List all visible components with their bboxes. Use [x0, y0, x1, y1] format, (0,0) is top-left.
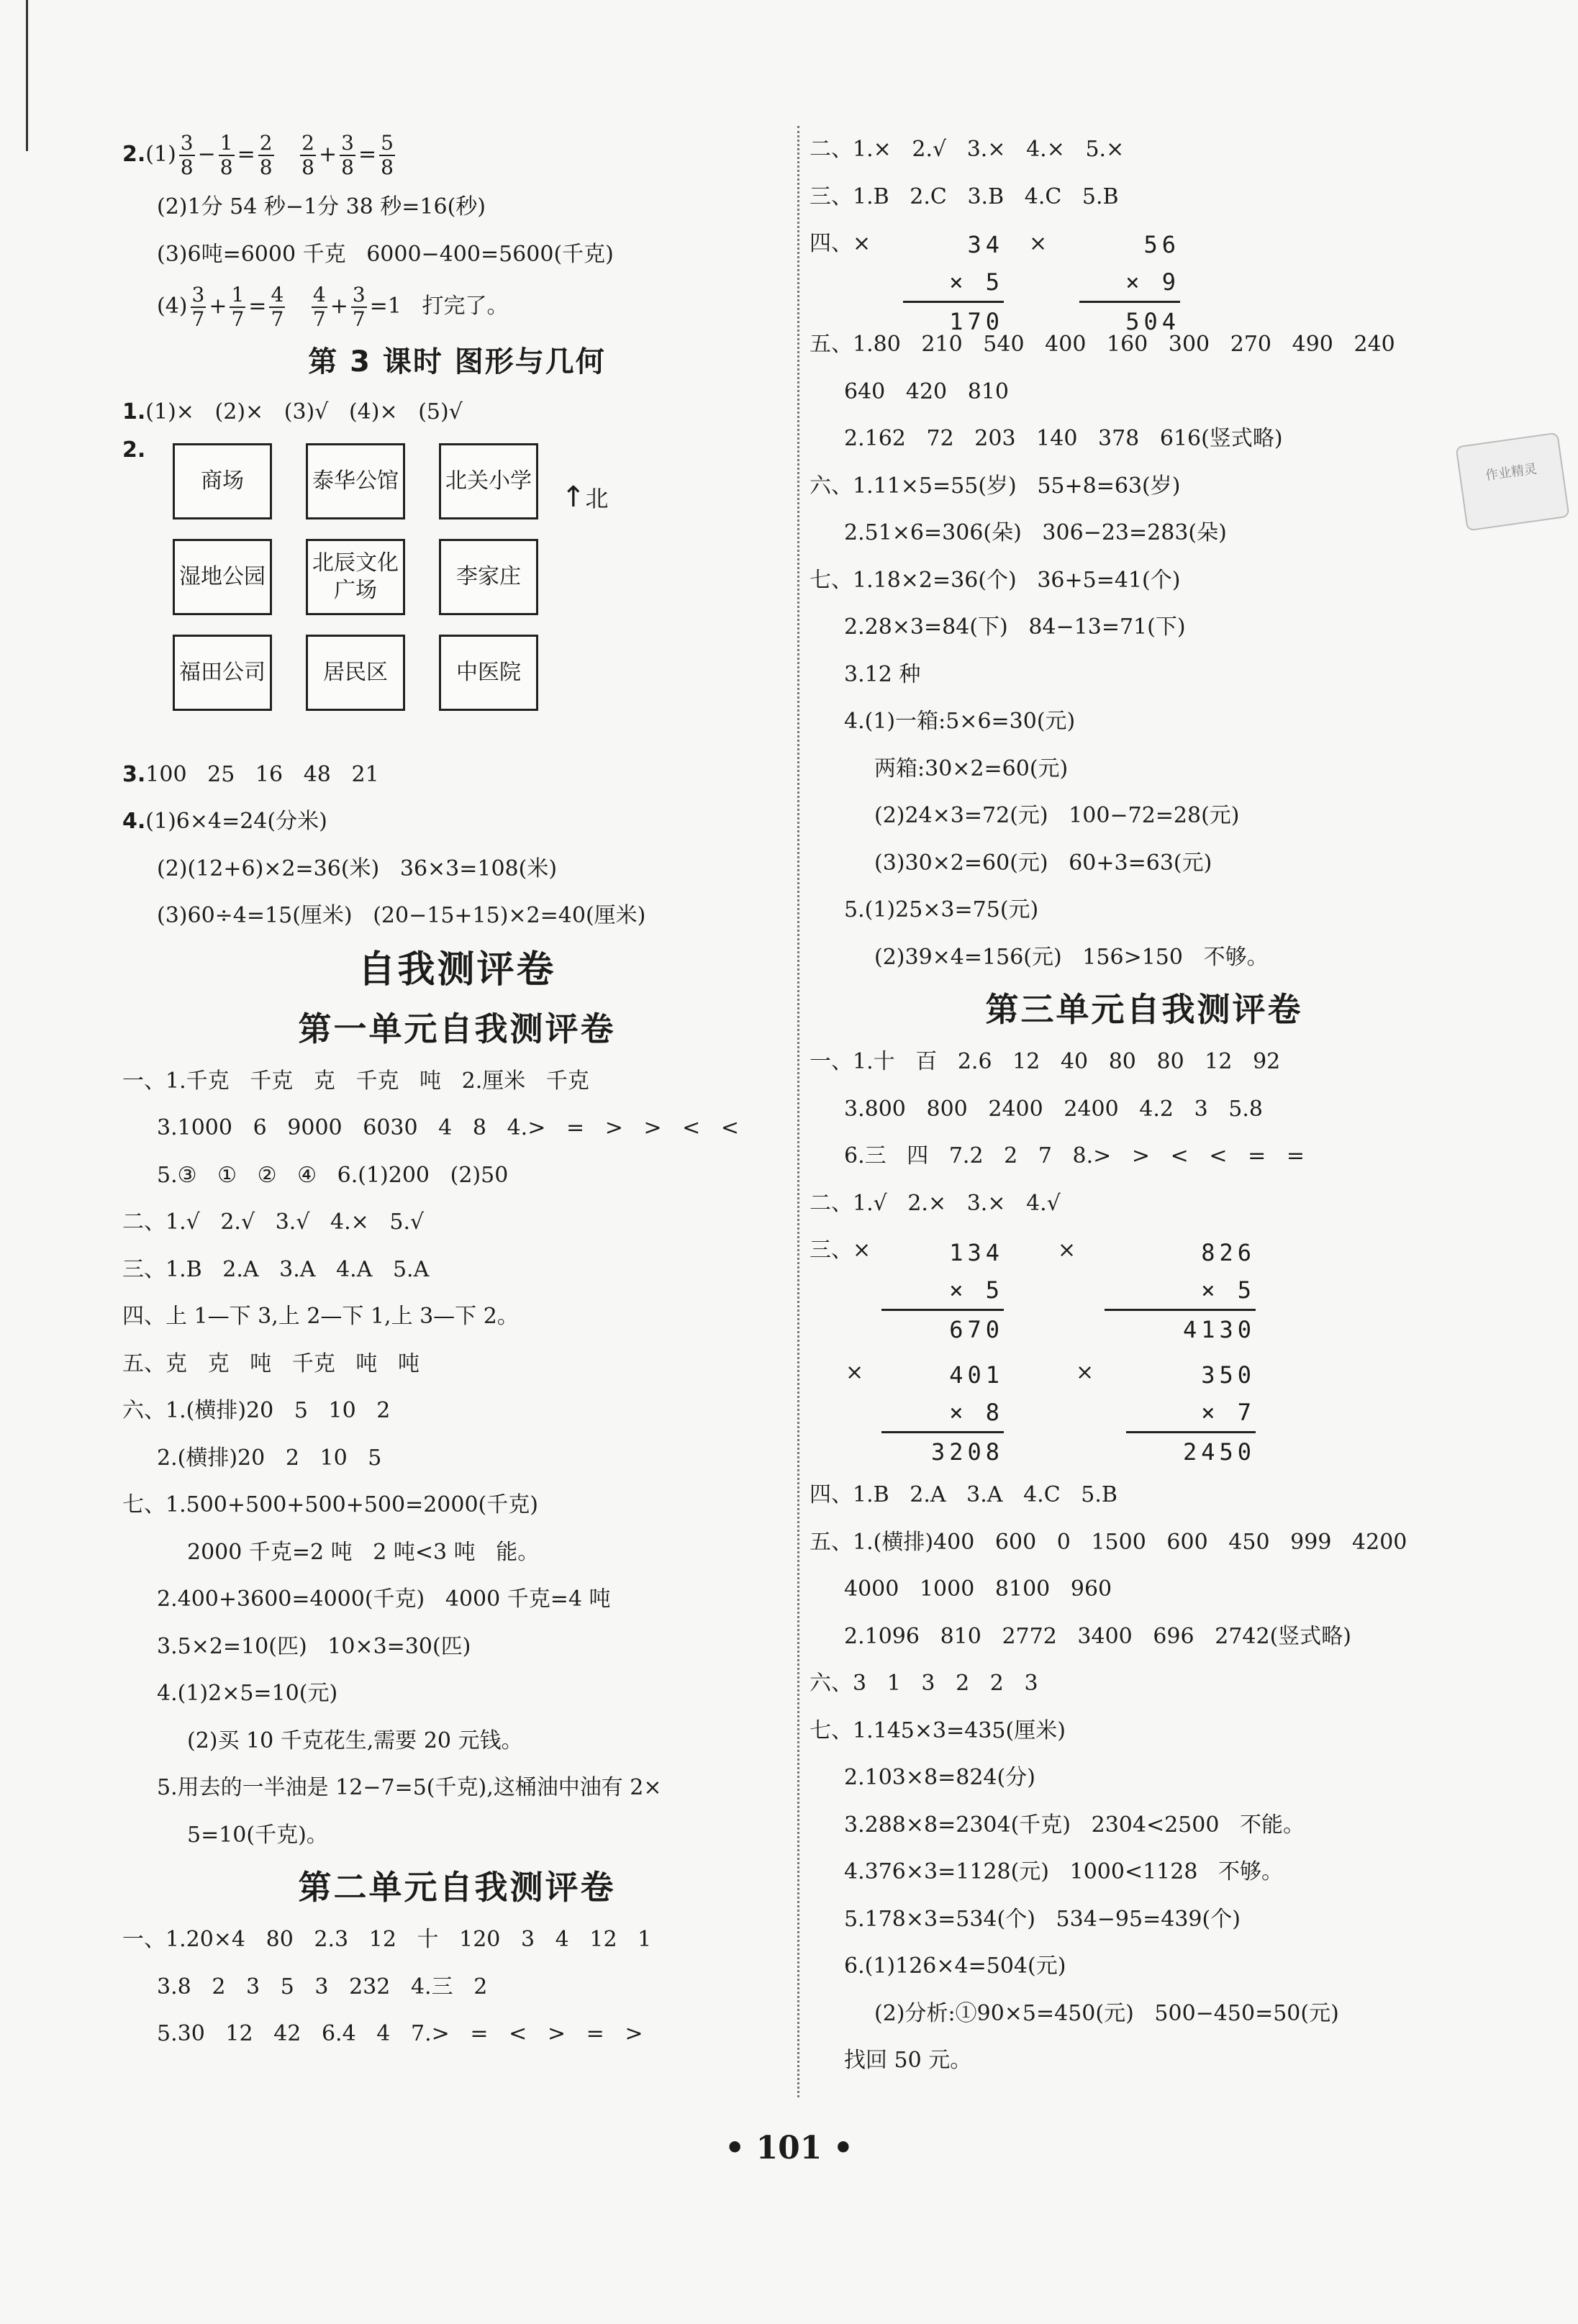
answer-line: (3)30×2=60(元) 60+3=63(元) [874, 850, 1212, 876]
direction-map [173, 465, 792, 767]
answer-line: (2)分析:①90×5=450(元) 500−450=50(元) [874, 2000, 1339, 2026]
answer-line: 3.800 800 2400 2400 4.2 3 5.8 [844, 1096, 1263, 1122]
answer-line: 一、1.千克 千克 克 千克 吨 2.厘米 千克 [122, 1068, 589, 1094]
map-cell: 商场 [173, 443, 272, 519]
answer-line: (2)24×3=72(元) 100−72=28(元) [874, 803, 1240, 828]
answer-line: 3.5×2=10(匹) 10×3=30(匹) [157, 1633, 471, 1659]
heading-unit-1: 第一单元自我测评卷 [298, 1009, 616, 1048]
answer-line: 4.(1)一箱:5×6=30(元) [844, 709, 1076, 734]
north-arrow-icon: ↑ [561, 480, 586, 514]
map-cell: 北关小学 [439, 443, 538, 519]
answer-line: 一、1.20×4 80 2.3 12 十 120 3 4 12 1 [122, 1927, 652, 1952]
line-2-2: (2)1分 54 秒−1分 38 秒=16(秒) [157, 194, 486, 219]
answer-line: 2.51×6=306(朵) 306−23=283(朵) [844, 520, 1227, 545]
answer-line: 3.12 种 [844, 661, 921, 687]
answer-line: 5.178×3=534(个) 534−95=439(个) [844, 1906, 1241, 1932]
vertical-multiplication: 134 × 5 670 [881, 1234, 1004, 1348]
answer-line: 二、1.× 2.√ 3.× 4.× 5.× [810, 137, 1125, 162]
watermark-badge: 作业精灵 [1455, 432, 1569, 532]
answer-line: (2)39×4=156(元) 156>150 不够。 [874, 944, 1269, 970]
fraction: $\frac{2}{8}$ [301, 131, 314, 179]
answer-line: 六、1.(横排)20 5 10 2 [122, 1398, 391, 1423]
answer-line: 三、1.B 2.A 3.A 4.A 5.A [122, 1256, 430, 1282]
heading-self-test: 自我测评卷 [358, 948, 556, 991]
right-column [810, 126, 1479, 2084]
vertical-multiplication: 826 × 5 4130 [1105, 1234, 1256, 1348]
edge-line [26, 0, 28, 151]
answer-line: 二、1.√ 2.√ 3.√ 4.× 5.√ [122, 1209, 425, 1235]
answer-line: 4.376×3=1128(元) 1000<1128 不够。 [844, 1859, 1284, 1884]
map-cell: 福田公司 [173, 635, 272, 711]
fraction: $\frac{5}{8}$ [381, 131, 394, 179]
answer-line: 2000 千克=2 吨 2 吨<3 吨 能。 [187, 1539, 540, 1565]
answer-line: 6.三 四 7.2 2 7 8.> > < < = = [844, 1143, 1305, 1168]
answer-line: 六、3 1 3 2 2 3 [810, 1671, 1038, 1696]
answer-line: 三、1.B 2.C 3.B 4.C 5.B [810, 183, 1119, 209]
answer-line: 5=10(千克)。 [187, 1822, 328, 1848]
answer-line: 五、1.80 210 540 400 160 300 270 490 240 [810, 332, 1395, 357]
vertical-calc-group: 三、× 134 × 5 670 × 826 × 5 4130 [810, 1227, 1479, 1349]
map-cell: 湿地公园 [173, 539, 272, 615]
map-cell: 中医院 [439, 635, 538, 711]
answer-line: 2.103×8=824(分) [844, 1765, 1035, 1790]
answer-line: 3.8 2 3 5 3 232 4.三 2 [157, 1974, 488, 2000]
heading-geometry: 第 3 课时 图形与几何 [308, 345, 606, 378]
answer-line: 两箱:30×2=60(元) [874, 755, 1069, 781]
fraction: $\frac{3}{7}$ [191, 283, 205, 331]
answer-line: (2)买 10 千克花生,需要 20 元钱。 [187, 1728, 523, 1753]
answer-line: 5.③ ① ② ④ 6.(1)200 (2)50 [157, 1162, 509, 1188]
fraction: $\frac{1}{7}$ [231, 283, 245, 331]
answer-line: 找回 50 元。 [844, 2048, 972, 2073]
answer-line: 4.(1)2×5=10(元) [157, 1681, 338, 1706]
fraction: $\frac{4}{7}$ [312, 283, 326, 331]
answer-line: 3.288×8=2304(千克) 2304<2500 不能。 [844, 1812, 1305, 1838]
page-number: • 101 • [725, 2130, 853, 2166]
heading-unit-2: 第二单元自我测评卷 [298, 1868, 616, 1907]
fraction: $\frac{2}{8}$ [259, 131, 273, 179]
fraction: $\frac{3}{8}$ [180, 131, 194, 179]
line-2-1: 2.(1) $\frac{3}{8}$ − $\frac{1}{8}$ = $\frac{2}{8}$ $\frac{2}{8}$ + $\frac{3}{8}$ = $\frac{5}{8}$ [122, 131, 394, 179]
answer-line: 2.1096 810 2772 3400 696 2742(竖式略) [844, 1623, 1351, 1649]
answer-line: 5.30 12 42 6.4 4 7.> = < > = > [157, 2021, 643, 2046]
vertical-multiplication: 56 × 9 504 [1079, 226, 1180, 340]
vertical-calc-group: × 401 × 8 3208 × 350 × 7 2450 [810, 1349, 1479, 1471]
answer-line: 5.(1)25×3=75(元) [844, 897, 1039, 922]
geo-q4-2: (2)(12+6)×2=36(米) 36×3=108(米) [157, 855, 558, 881]
answer-line: 六、1.11×5=55(岁) 55+8=63(岁) [810, 473, 1181, 499]
answer-line: 3.1000 6 9000 6030 4 8 4.> = > > < < [157, 1115, 740, 1140]
north-indicator: ↑北 [561, 480, 609, 514]
line-2-4: (4) $\frac{3}{7}$ + $\frac{1}{7}$ = $\frac{4}{7}$ $\frac{4}{7}$ + $\frac{3}{7}$ =1 打完了。 [157, 283, 509, 331]
answer-line: 七、1.500+500+500+500=2000(千克) [122, 1492, 538, 1517]
answer-line: 一、1.十 百 2.6 12 40 80 80 12 92 [810, 1049, 1281, 1074]
fraction: $\frac{3}{8}$ [341, 131, 354, 179]
answer-line: 5.用去的一半油是 12−7=5(千克),这桶油中油有 2× [157, 1775, 662, 1800]
vertical-multiplication: 350 × 7 2450 [1126, 1356, 1256, 1471]
map-cell: 居民区 [306, 635, 405, 711]
answer-line: 2.400+3600=4000(千克) 4000 千克=4 吨 [157, 1587, 611, 1612]
answer-line: 四、1.B 2.A 3.A 4.C 5.B [810, 1482, 1117, 1507]
answer-line: 4000 1000 8100 960 [844, 1576, 1112, 1602]
geo-q1: 1.(1)× (2)× (3)√ (4)× (5)√ [122, 399, 463, 425]
answer-line: 二、1.√ 2.× 3.× 4.√ [810, 1190, 1061, 1216]
geo-q4-3: (3)60÷4=15(厘米) (20−15+15)×2=40(厘米) [157, 903, 646, 928]
geo-q3: 3.100 25 16 48 21 [122, 761, 379, 787]
answer-line: 2.28×3=84(下) 84−13=71(下) [844, 614, 1186, 640]
answer-line: 七、1.145×3=435(厘米) [810, 1717, 1066, 1743]
vertical-multiplication: 401 × 8 3208 [881, 1356, 1004, 1471]
vertical-calc-group: 四、× 34 × 5 170 × 56 × 9 504 [810, 220, 1479, 321]
map-cell: 北辰文化广场 [306, 539, 405, 615]
column-divider [797, 126, 799, 2097]
line-2-3: (3)6吨=6000 千克 6000−400=5600(千克) [157, 241, 614, 267]
answer-line: 2.(横排)20 2 10 5 [157, 1445, 382, 1471]
answer-line: 2.162 72 203 140 378 616(竖式略) [844, 426, 1283, 451]
answer-line: 五、1.(横排)400 600 0 1500 600 450 999 4200 [810, 1529, 1407, 1555]
vertical-multiplication: 34 × 5 170 [903, 226, 1004, 340]
map-cell: 李家庄 [439, 539, 538, 615]
geo-q4: 4.(1)6×4=24(分米) [122, 809, 327, 834]
answer-line: 6.(1)126×4=504(元) [844, 1953, 1066, 1979]
fraction: $\frac{3}{7}$ [352, 283, 366, 331]
answer-line: 七、1.18×2=36(个) 36+5=41(个) [810, 567, 1181, 593]
heading-unit-3: 第三单元自我测评卷 [985, 990, 1303, 1029]
left-column [122, 126, 792, 2058]
map-cell: 泰华公馆 [306, 443, 405, 519]
fraction: $\frac{4}{7}$ [271, 283, 284, 331]
geo-q2-label: 2. [122, 437, 146, 463]
answer-line: 四、上 1—下 3,上 2—下 1,上 3—下 2。 [122, 1304, 519, 1329]
answer-line: 640 420 810 [844, 378, 1009, 404]
answer-line: 五、克 克 吨 千克 吨 吨 [122, 1351, 420, 1376]
fraction: $\frac{1}{8}$ [219, 131, 233, 179]
